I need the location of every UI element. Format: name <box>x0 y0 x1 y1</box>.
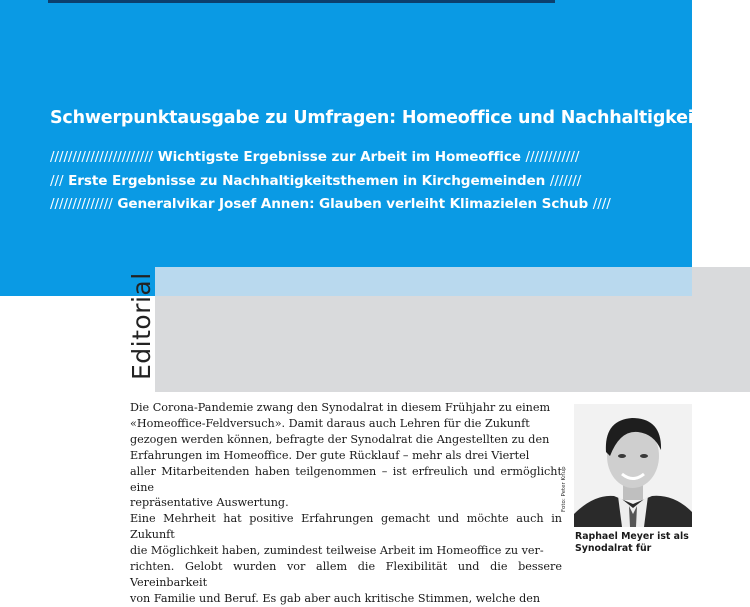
body-line: von Familie und Beruf. Es gab aber auch kritische Stimmen, welche den <box>130 591 541 605</box>
teaser-generalvikar[interactable] <box>50 196 611 212</box>
teaser-homeoffice[interactable] <box>50 149 579 165</box>
body-line: «Homeoffice-Feldversuch». Damit daraus auch Lehren für die Zukunft <box>130 416 530 430</box>
body-line: repräsentative Auswertung. <box>130 496 289 510</box>
editorial-body-text <box>130 400 562 607</box>
photo-credit: Foto: Peter Knup <box>561 466 567 512</box>
slash-decoration: //////////// <box>525 149 580 165</box>
body-line: Eine Mehrheit hat positive Erfahrungen gemacht und möchte auch in Zukunft <box>130 512 562 542</box>
slash-decoration: //// <box>592 196 611 212</box>
slash-decoration: ////////////// <box>50 196 113 212</box>
section-label-editorial: Editorial <box>127 272 156 380</box>
teaser-text: Generalvikar Josef Annen: Glauben verleiht Klimazielen Schub <box>117 196 589 212</box>
body-line: aller Mitarbeitenden haben teilgenommen – ist erfreulich und ermöglicht eine <box>130 464 562 494</box>
teaser-text: Erste Ergebnisse zu Nachhaltigkeitsthemen in Kirchgemeinden <box>68 173 546 189</box>
cover-header-band <box>0 0 692 296</box>
body-line: die Möglichkeit haben, zumindest teilweise Arbeit im Homeoffice zu ver- <box>130 544 544 558</box>
slash-decoration: /////// <box>549 173 582 189</box>
portrait-illustration <box>574 404 692 527</box>
caption-line: Raphael Meyer ist als <box>575 531 689 542</box>
teaser-text: Wichtigste Ergebnisse zur Arbeit im Homeoffice <box>157 149 521 165</box>
issue-headline: Schwerpunktausgabe zu Umfragen: Homeoffice und Nachhaltigkeit <box>50 108 702 128</box>
body-line: Erfahrungen im Homeoffice. Der gute Rücklauf – mehr als drei Viertel <box>130 448 530 462</box>
photo-caption <box>575 531 705 555</box>
top-rule <box>48 0 555 3</box>
body-line: richten. Gelobt wurden vor allem die Flexibilität und die bessere Vereinbarkeit <box>130 560 562 589</box>
slash-decoration: /////////////////////// <box>50 149 154 165</box>
editorial-light-band <box>155 267 692 296</box>
body-line: gezogen werden können, befragte der Synodalrat die Angestellten zu den <box>130 432 550 446</box>
author-portrait <box>574 404 692 527</box>
caption-line: Synodalrat für <box>575 543 652 554</box>
body-line: Die Corona-Pandemie zwang den Synodalrat in diesem Frühjahr zu einem <box>130 401 551 414</box>
teaser-nachhaltigkeit[interactable] <box>50 173 581 189</box>
slash-decoration: /// <box>50 173 64 189</box>
